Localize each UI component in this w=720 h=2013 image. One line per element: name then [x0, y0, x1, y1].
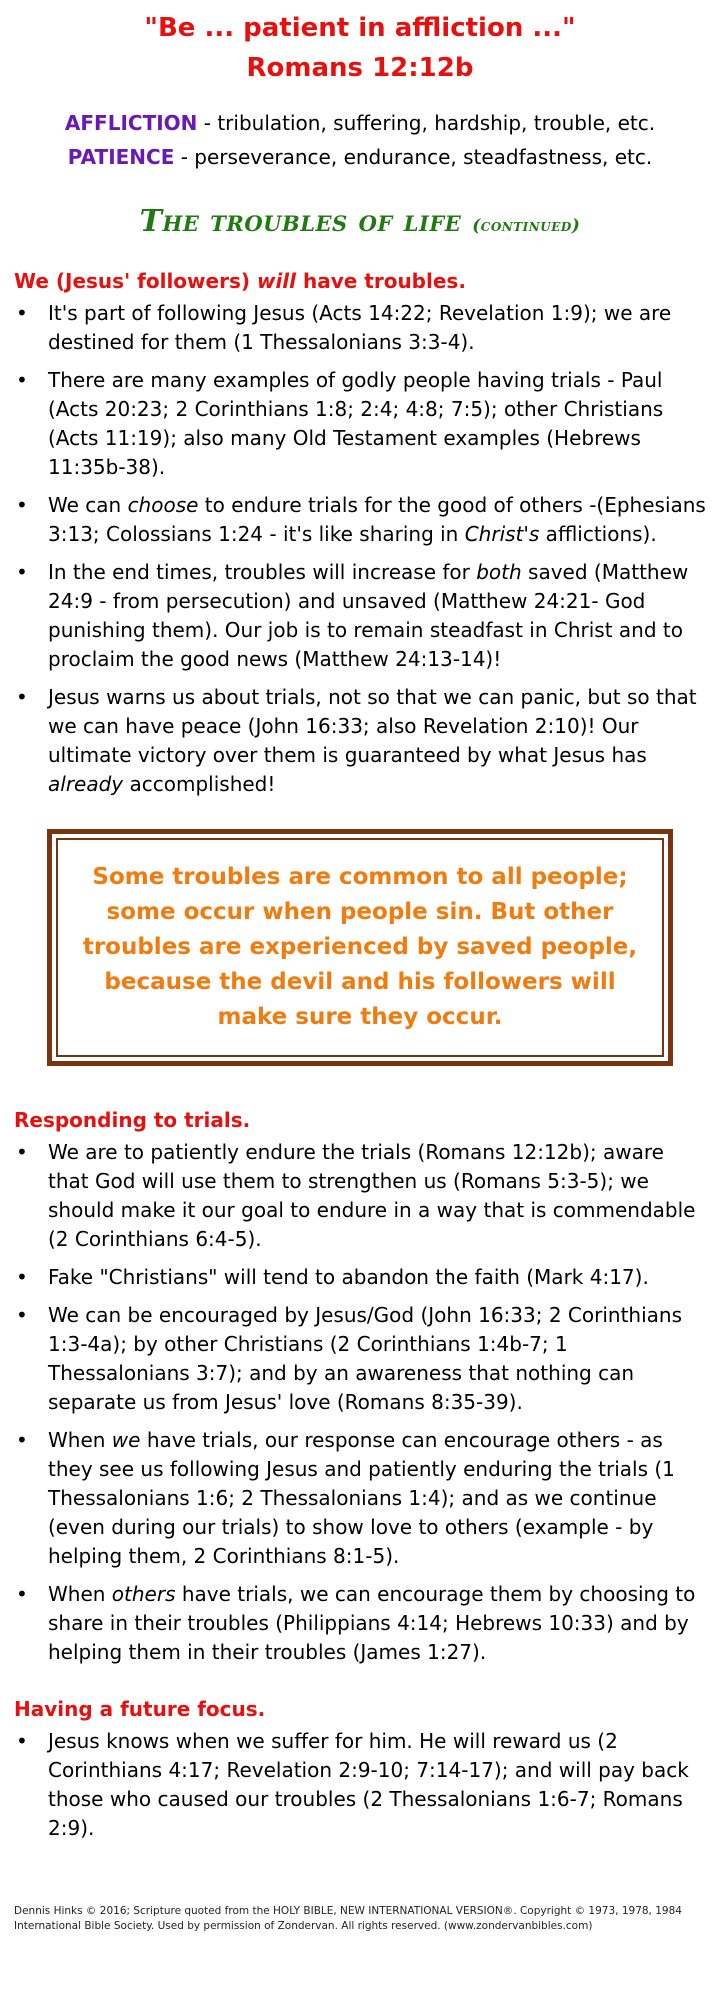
- verse-quote: "Be ... patient in affliction ...": [144, 13, 576, 43]
- footer-line: International Bible Society. Used by permission of Zondervan. All rights reserved. (www.zondervanbibles.com): [14, 1920, 593, 1932]
- item-text: When: [48, 1582, 112, 1606]
- callout-box: [47, 829, 673, 1066]
- emphasis-text: choose: [127, 493, 199, 517]
- emphasis-text: others: [111, 1582, 176, 1606]
- heading-emphasis: will: [256, 269, 297, 293]
- list-item: [14, 683, 708, 799]
- definition-affliction: [0, 106, 720, 140]
- bullet-marker: •: [16, 1303, 28, 1327]
- item-text: to endure trials for the good of others -(Ephesians 3:13; Colossians 1:24 - it's like sharing in: [48, 493, 706, 546]
- list-item: [14, 491, 708, 549]
- definition-meaning: - perseverance, endurance, steadfastness, etc.: [174, 145, 653, 169]
- emphasis-text: Christ's: [464, 522, 540, 546]
- list-item: [14, 1727, 708, 1843]
- bullet-list-troubles: [0, 299, 720, 799]
- page-header: [0, 8, 720, 88]
- definition-meaning: - tribulation, suffering, hardship, trouble, etc.: [197, 111, 656, 135]
- item-text: We are to patiently endure the trials (Romans 12:12b); aware that God will use them to strengthen us (Romans 5:3-5); we should make it our goal to endure in a way that is commendable (2 Corinthians 6:4-5).: [48, 1140, 696, 1251]
- definition-term: AFFLICTION: [64, 111, 198, 135]
- bullet-marker: •: [16, 1428, 28, 1452]
- item-text: afflictions).: [539, 522, 657, 546]
- list-item: [14, 366, 708, 482]
- heading-part: We (Jesus' followers): [14, 269, 257, 293]
- page-subtitle: [0, 204, 720, 239]
- copyright-footer: [14, 1904, 704, 1934]
- emphasis-text: we: [111, 1428, 141, 1452]
- verse-reference: Romans 12:12b: [246, 53, 474, 83]
- bullet-list-future: [0, 1727, 720, 1843]
- emphasis-text: both: [476, 560, 522, 584]
- bullet-marker: •: [16, 493, 28, 517]
- bullet-marker: •: [16, 301, 28, 325]
- item-text: saved (Matthew 24:9 - from persecution) and unsaved (Matthew 24:21- God punishing them). Our job is to remain steadfast in Christ and to proclaim the good news (Matthew 24:13-14)!: [48, 560, 689, 671]
- definition-term: PATIENCE: [67, 145, 175, 169]
- item-text: We can be encouraged by Jesus/God (John 16:33; 2 Corinthians 1:3-4a); by other Christians (2 Corinthians 1:4b-7; 1 Thessalonians 3:7); and by an awareness that nothing can separate us from Jesus' love (Romans 8:35-39).: [48, 1303, 683, 1414]
- bullet-marker: •: [16, 1140, 28, 1164]
- heading-part: have troubles.: [296, 269, 466, 293]
- bullet-marker: •: [16, 560, 28, 584]
- emphasis-text: already: [48, 772, 124, 796]
- list-item: [14, 1301, 708, 1417]
- subtitle-main: The troubles of life: [139, 204, 462, 239]
- item-text: accomplished!: [123, 772, 276, 796]
- list-item: [14, 1580, 708, 1667]
- bullet-marker: •: [16, 685, 28, 709]
- item-text: Jesus knows when we suffer for him. He will reward us (2 Corinthians 4:17; Revelation 2:9-10; 7:14-17); and will pay back those who caused our troubles (2 Thessalonians 1:6-7; Romans 2:9).: [48, 1729, 689, 1840]
- section-heading-responding: Responding to trials.: [14, 1108, 251, 1132]
- definitions: [0, 106, 720, 174]
- bullet-marker: •: [16, 1729, 28, 1753]
- list-item: [14, 1263, 708, 1292]
- bullet-marker: •: [16, 368, 28, 392]
- item-text: It's part of following Jesus (Acts 14:22; Revelation 1:9); we are destined for them (1 Thessalonians 3:3-4).: [48, 301, 672, 354]
- item-text: In the end times, troubles will increase for: [48, 560, 477, 584]
- section-heading-troubles: [14, 269, 720, 293]
- item-text: Fake "Christians" will tend to abandon the faith (Mark 4:17).: [48, 1265, 649, 1289]
- item-text: When: [48, 1428, 112, 1452]
- subtitle-suffix: (continued): [472, 216, 581, 236]
- list-item: [14, 1426, 708, 1571]
- bullet-list-responding: [0, 1138, 720, 1667]
- item-text: have trials, we can encourage them by choosing to share in their troubles (Philippians 4:14; Hebrews 10:33) and by helping them in their troubles (James 1:27).: [48, 1582, 696, 1664]
- list-item: [14, 1138, 708, 1254]
- item-text: There are many examples of godly people having trials - Paul (Acts 20:23; 2 Corinthians 1:8; 2:4; 4:8; 7:5); other Christians (Acts 11:19); also many Old Testament examples (Hebrews 11:35b-38).: [48, 368, 664, 479]
- section-heading-future: Having a future focus.: [14, 1697, 266, 1721]
- bullet-marker: •: [16, 1265, 28, 1289]
- item-text: have trials, our response can encourage others - as they see us following Jesus and patiently enduring the trials (1 Thessalonians 1:6; 2 Thessalonians 1:4); and as we continue (even during our trials) to show love to others (example - by helping them, 2 Corinthians 8:1-5).: [48, 1428, 675, 1568]
- list-item: [14, 299, 708, 357]
- definition-patience: [0, 140, 720, 174]
- list-item: [14, 558, 708, 674]
- item-text: Jesus warns us about trials, not so that we can panic, but so that we can have peace (John 16:33; also Revelation 2:10)! Our ultimate victory over them is guaranteed by what Jesus has: [48, 685, 697, 767]
- item-text: We can: [48, 493, 128, 517]
- bullet-marker: •: [16, 1582, 28, 1606]
- footer-line: Dennis Hinks © 2016; Scripture quoted from the HOLY BIBLE, NEW INTERNATIONAL VERSION®. Copyright © 1973, 1978, 1984: [14, 1905, 682, 1917]
- callout-text: Some troubles are common to all people; some occur when people sin. But other troubles are experienced by saved people, because the devil and his followers will make sure they occur.: [56, 838, 664, 1057]
